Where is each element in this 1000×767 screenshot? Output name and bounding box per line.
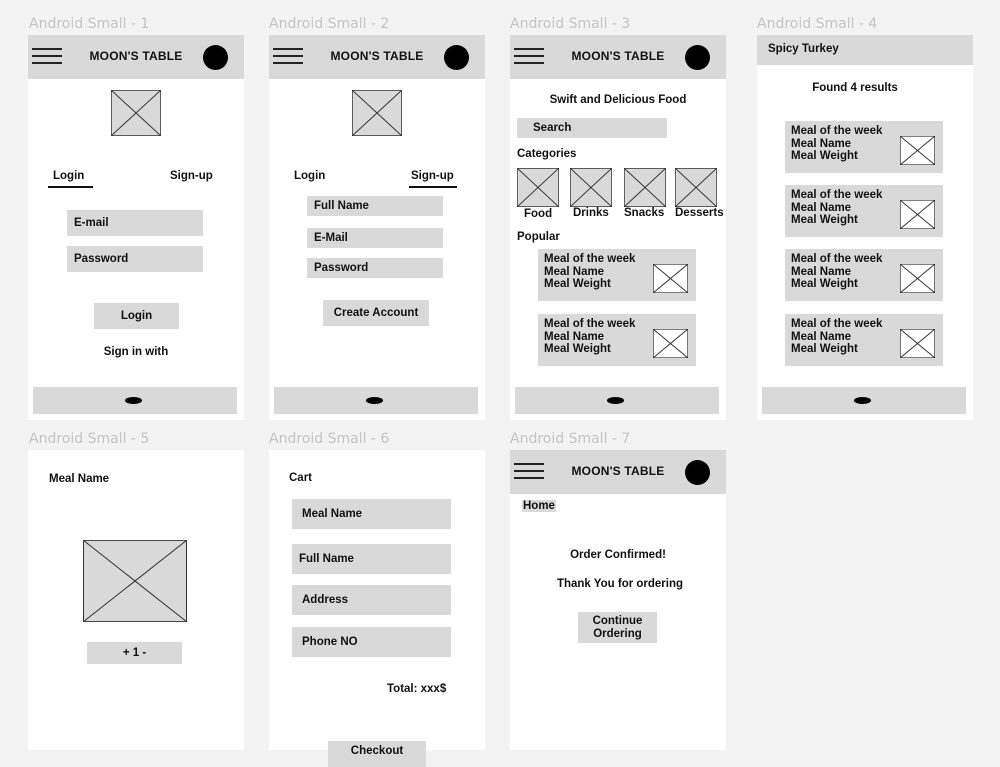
frame-label-2: Android Small - 2 [269, 16, 390, 32]
app-title: MOON'S TABLE [330, 49, 424, 63]
category-drinks-image[interactable] [570, 168, 612, 207]
meal-card[interactable] [538, 314, 696, 366]
sign-in-with-label: Sign in with [103, 346, 169, 358]
categories-heading: Categories [517, 148, 577, 160]
meal-image-placeholder [83, 540, 187, 622]
meal-card-tag: Meal of the week [791, 318, 883, 330]
avatar[interactable] [444, 45, 469, 70]
meal-card[interactable] [785, 314, 943, 366]
app-title: MOON'S TABLE [571, 464, 665, 478]
phone-field[interactable]: Phone NO [292, 627, 451, 657]
frame-label-7: Android Small - 7 [510, 431, 631, 447]
category-drinks-label[interactable]: Drinks [573, 207, 609, 219]
quantity-stepper[interactable]: + 1 - [87, 642, 182, 664]
app-header [28, 35, 244, 79]
meal-card-tag: Meal of the week [791, 125, 883, 137]
home-indicator[interactable] [607, 397, 624, 404]
category-snacks-label[interactable]: Snacks [624, 207, 665, 219]
app-title: MOON'S TABLE [571, 49, 665, 63]
home-indicator[interactable] [125, 397, 142, 404]
password-field[interactable]: Password [307, 258, 443, 278]
meal-card-name: Meal Name [791, 202, 852, 214]
meal-card-weight: Meal Weight [791, 214, 858, 226]
frame-meal-detail [28, 450, 244, 750]
email-field[interactable]: E-mail [67, 210, 203, 236]
tab-signup[interactable]: Sign-up [170, 170, 213, 182]
frame-order-confirmed [510, 450, 726, 750]
home-indicator[interactable] [366, 397, 383, 404]
app-header [269, 35, 485, 79]
meal-card-weight: Meal Weight [791, 278, 858, 290]
password-field[interactable]: Password [67, 246, 203, 272]
logo-image-placeholder [111, 90, 161, 136]
tagline: Swift and Delicious Food [549, 94, 687, 106]
meal-card[interactable] [785, 249, 943, 301]
frame-label-5: Android Small - 5 [29, 431, 150, 447]
bottom-nav-bar [762, 387, 966, 414]
frame-signup [269, 35, 485, 420]
search-input[interactable]: Search [517, 118, 667, 138]
category-desserts-label[interactable]: Desserts [675, 207, 724, 219]
category-snacks-image[interactable] [624, 168, 666, 207]
meal-card-image [900, 329, 935, 358]
meal-card-image [900, 264, 935, 293]
order-confirmed-heading: Order Confirmed! [570, 549, 666, 561]
meal-card-tag: Meal of the week [544, 253, 636, 265]
popular-heading: Popular [517, 231, 560, 243]
category-food-label[interactable]: Food [524, 208, 553, 220]
login-button[interactable]: Login [94, 303, 179, 329]
meal-card-weight: Meal Weight [791, 150, 858, 162]
frame-home [510, 35, 726, 420]
bottom-nav-bar [515, 387, 719, 414]
total-label: Total: xxx$ [387, 683, 447, 695]
home-link[interactable]: Home [523, 500, 555, 512]
meal-card-tag: Meal of the week [791, 253, 883, 265]
continue-ordering-button[interactable] [578, 612, 657, 643]
meal-card-weight: Meal Weight [544, 278, 611, 290]
continue-ordering-line2: Ordering [593, 627, 642, 640]
frame-label-4: Android Small - 4 [757, 16, 878, 32]
app-header [510, 35, 726, 79]
full-name-field[interactable]: Full Name [307, 196, 443, 216]
meal-card-image [900, 136, 935, 165]
search-header[interactable] [757, 35, 973, 65]
meal-card[interactable] [538, 249, 696, 301]
meal-card[interactable] [785, 121, 943, 173]
tab-signup-underline [409, 186, 457, 188]
meal-card-weight: Meal Weight [791, 343, 858, 355]
frame-label-1: Android Small - 1 [29, 16, 150, 32]
meal-card-name: Meal Name [791, 266, 852, 278]
address-field[interactable]: Address [292, 585, 451, 615]
app-title: MOON'S TABLE [89, 49, 183, 63]
frame-login [28, 35, 244, 420]
search-query[interactable]: Spicy Turkey [768, 43, 839, 55]
bottom-nav-bar [33, 387, 237, 414]
meal-card-tag: Meal of the week [791, 189, 883, 201]
avatar[interactable] [685, 460, 710, 485]
meal-name-title: Meal Name [49, 473, 110, 485]
avatar[interactable] [203, 45, 228, 70]
tab-signup[interactable]: Sign-up [411, 170, 454, 182]
full-name-field[interactable]: Full Name [292, 544, 451, 574]
meal-card-tag: Meal of the week [544, 318, 636, 330]
results-count: Found 4 results [812, 82, 898, 94]
email-field[interactable]: E-Mail [307, 228, 443, 248]
meal-card-image [900, 200, 935, 229]
create-account-button[interactable]: Create Account [323, 300, 429, 326]
home-indicator[interactable] [854, 397, 871, 404]
avatar[interactable] [685, 45, 710, 70]
meal-name-field[interactable]: Meal Name [292, 499, 451, 529]
checkout-button[interactable]: Checkout [328, 741, 426, 767]
frame-label-6: Android Small - 6 [269, 431, 390, 447]
meal-card-name: Meal Name [544, 266, 605, 278]
meal-card-image [653, 264, 688, 293]
meal-card-name: Meal Name [544, 331, 605, 343]
meal-card-image [653, 329, 688, 358]
tab-login[interactable]: Login [294, 170, 326, 182]
bottom-nav-bar [274, 387, 478, 414]
cart-title: Cart [289, 472, 313, 484]
category-food-image[interactable] [517, 168, 559, 207]
thank-you-message: Thank You for ordering [556, 578, 684, 590]
frame-cart [269, 450, 485, 757]
frame-search-results [757, 35, 973, 420]
logo-image-placeholder [352, 90, 402, 136]
meal-card[interactable] [785, 185, 943, 237]
continue-ordering-line1: Continue [592, 614, 643, 627]
category-desserts-image[interactable] [675, 168, 717, 207]
tab-login-underline [48, 186, 93, 188]
meal-card-name: Meal Name [791, 138, 852, 150]
app-header [510, 450, 726, 494]
frame-label-3: Android Small - 3 [510, 16, 631, 32]
tab-login[interactable]: Login [53, 170, 85, 182]
meal-card-name: Meal Name [791, 331, 852, 343]
meal-card-weight: Meal Weight [544, 343, 611, 355]
